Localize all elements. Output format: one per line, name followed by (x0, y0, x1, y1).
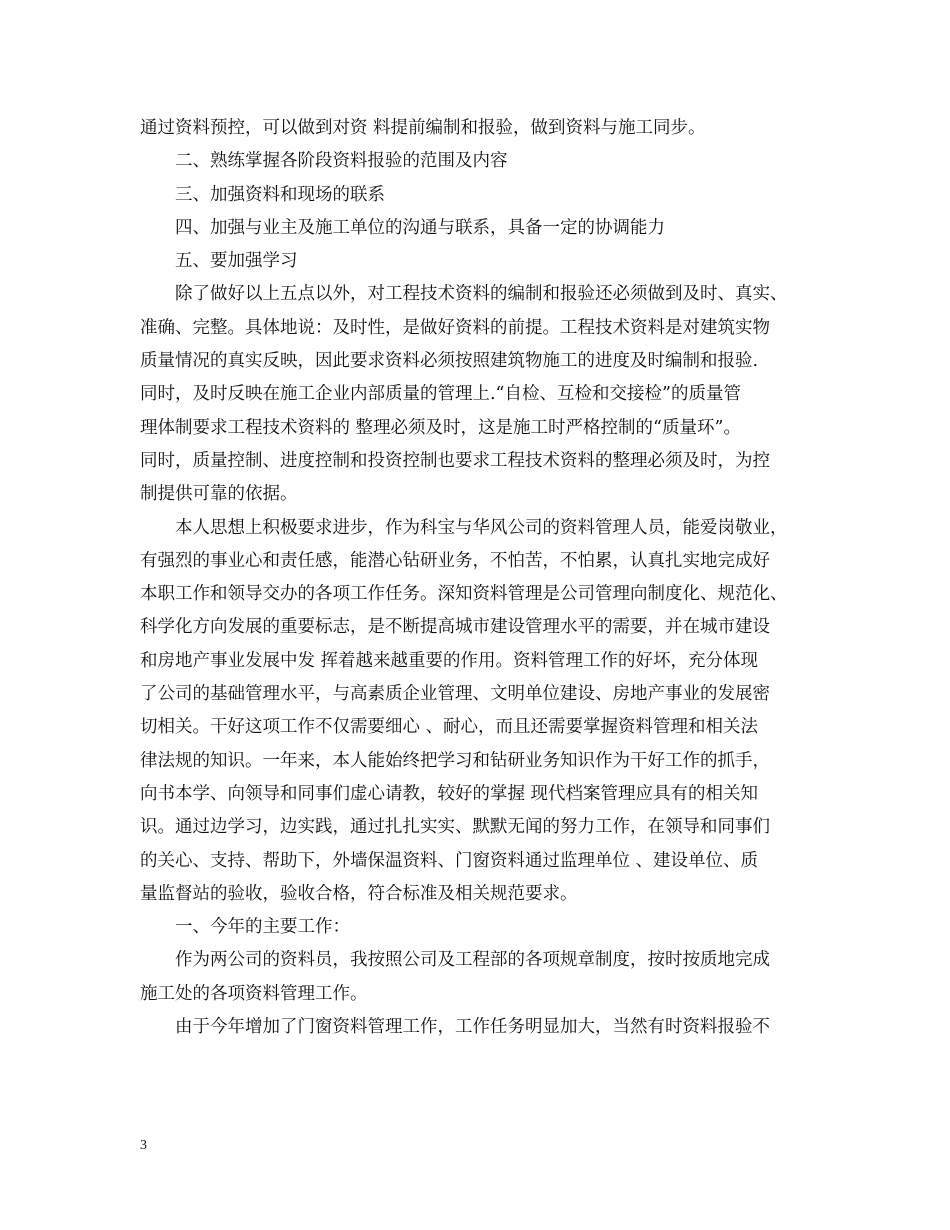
text-line: 科学化方向发展的重要标志，是不断提高城市建设管理水平的需要，并在城市建设 (140, 617, 770, 638)
text-line: 理体制要求工程技术资料的 整理必须及时，这是施工时严格控制的“质量环”。 (140, 417, 741, 438)
text-line: 同时，质量控制、进度控制和投资控制也要求工程技术资料的整理必须及时，为控 (140, 450, 770, 471)
text-line: 质量情况的真实反映，因此要求资料必须按照建筑物施工的进度及时编制和报验. (140, 351, 759, 372)
text-line: 一、今年的主要工作： (175, 917, 350, 938)
text-line: 同时，及时反映在施工企业内部质量的管理上.“自检、互检和交接检”的质量管 (140, 384, 741, 405)
text-line: 和房地产事业发展中发 挥着越来越重要的作用。资料管理工作的好坏，充分体现 (140, 650, 759, 671)
text-line: 施工处的各项资料管理工作。 (140, 983, 368, 1004)
document-body (140, 112, 830, 1044)
text-line: 通过资料预控，可以做到对资 料提前编制和报验，做到资料与施工同步。 (140, 118, 706, 138)
page-number: 3 (140, 1138, 147, 1153)
text-line: 五、要加强学习 (175, 251, 298, 272)
text-line: 识。通过边学习，边实践，通过扎扎实实、默默无闻的努力工作，在领导和同事们 (140, 817, 770, 838)
text-line: 律法规的知识。一年来，本人能始终把学习和钻研业务知识作为干好工作的抓手， (140, 750, 770, 771)
text-line: 的关心、支持、帮助下，外墙保温资料、门窗资料通过监理单位 、建设单位、质 (140, 850, 759, 871)
text-line: 量监督站的验收，验收合格，符合标准及相关规范要求。 (140, 883, 578, 904)
text-line: 了公司的基础管理水平，与高素质企业管理、文明单位建设、房地产事业的发展密 (140, 684, 770, 705)
text-line: 制提供可靠的依据。 (140, 484, 298, 505)
text-line: 本人思想上积极要求进步，作为科宝与华风公司的资料管理人员，能爱岗敬业， (175, 517, 788, 538)
text-line: 作为两公司的资料员，我按照公司及工程部的各项规章制度，按时按质地完成 (175, 950, 770, 971)
text-line: 由于今年增加了门窗资料管理工作，工作任务明显加大，当然有时资料报验不 (175, 1017, 770, 1038)
text-line: 向书本学、向领导和同事们虚心请教，较好的掌握 现代档案管理应具有的相关知 (140, 783, 759, 804)
text-line: 二、熟练掌握各阶段资料报验的范围及内容 (175, 151, 508, 172)
text-line: 切相关。干好这项工作不仅需要细心 、耐心，而且还需要掌握资料管理和相关法 (140, 717, 759, 738)
text-line: 三、加强资料和现场的联系 (175, 184, 385, 205)
text-line: 除了做好以上五点以外，对工程技术资料的编制和报验还必须做到及时、真实、 (175, 284, 788, 305)
text-line: 本职工作和领导交办的各项工作任务。深知资料管理是公司管理向制度化、规范化、 (140, 584, 788, 605)
text-line: 四、加强与业主及施工单位的沟通与联系，具备一定的协调能力 (175, 217, 665, 238)
text-line: 准确、完整。具体地说：及时性，是做好资料的前提。工程技术资料是对建筑实物 (140, 317, 770, 338)
text-line: 有强烈的事业心和责任感，能潜心钻研业务，不怕苦，不怕累，认真扎实地完成好 (140, 550, 770, 571)
